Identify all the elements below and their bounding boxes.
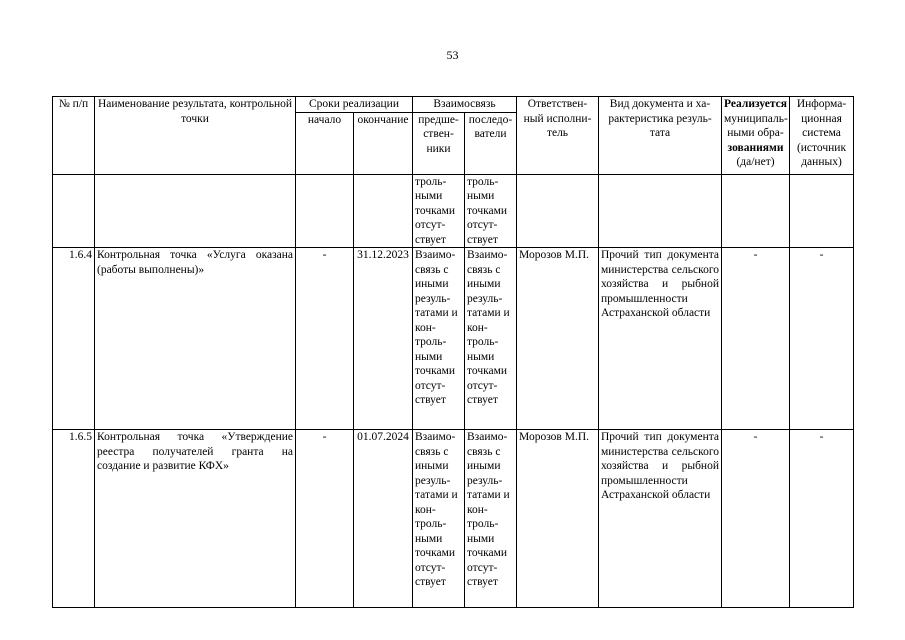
row-num: 1.6.5 [53,430,95,608]
row-municipal: - [722,248,790,430]
row-predecessors: троль- ными точками отсут- ствует [413,174,465,248]
row-successors: Взаимо- связь с иными резуль- татами и кон- троль- ными точками отсут- ствует [465,248,517,430]
row-municipal [722,174,790,248]
row-doc-type: Прочий тип документа министерства сельского хозяйства и рыбной промышленности Астраханской области [599,430,722,608]
row-name: Контрольная точка «Услуга оказана (работы выполнены)» [95,248,296,430]
header-predecessors: предше- ствен- ники [413,112,465,174]
row-end [354,174,413,248]
row-info [790,174,854,248]
header-terms: Сроки реализации [296,97,413,113]
row-doc-type: Прочий тип документа министерства сельского хозяйства и рыбной промышленности Астраханской области [599,248,722,430]
header-end: окончание [354,112,413,174]
row-name: Контрольная точка «Утверждение реестра получателей гранта на создание и развитие КФХ» [95,430,296,608]
row-num: 1.6.4 [53,248,95,430]
row-num [53,174,95,248]
header-successors: последо- ватели [465,112,517,174]
table-row [53,430,854,608]
row-doc-type [599,174,722,248]
header-doc-type: Вид документа и ха- рактеристика резуль- тата [599,97,722,175]
page-number: 53 [446,48,459,62]
row-start: - [296,248,354,430]
row-end: 31.12.2023 [354,248,413,430]
header-responsible: Ответствен- ный исполни- тель [517,97,599,175]
table-row [53,248,854,430]
row-responsible: Морозов М.П. [517,430,599,608]
row-name [95,174,296,248]
header-num: № п/п [53,97,95,175]
header-start: начало [296,112,354,174]
row-start: - [296,430,354,608]
row-info: - [790,430,854,608]
row-municipal: - [722,430,790,608]
row-end: 01.07.2024 [354,430,413,608]
row-predecessors: Взаимо- связь с иными резуль- татами и кон- троль- ными точками отсут- ствует [413,248,465,430]
header-relation: Взаимосвязь [413,97,517,113]
header-row-top [53,97,854,113]
row-successors: троль- ными точками отсут- ствует [465,174,517,248]
row-predecessors: Взаимо- связь с иными резуль- татами и кон- троль- ными точками отсут- ствует [413,430,465,608]
row-successors: Взаимо- связь с иными резуль- татами и кон- троль- ными точками отсут- ствует [465,430,517,608]
header-municipal: Реализуется муниципаль- ными обра- зованиями (да/нет) [722,97,790,175]
table-row [53,174,854,248]
header-info-system: Информа- ционная система (источник данных) [790,97,854,175]
header-name: Наименование результата, контрольной точки [95,97,296,175]
row-start [296,174,354,248]
row-info: - [790,248,854,430]
row-responsible: Морозов М.П. [517,248,599,430]
results-table [52,96,854,608]
row-responsible [517,174,599,248]
